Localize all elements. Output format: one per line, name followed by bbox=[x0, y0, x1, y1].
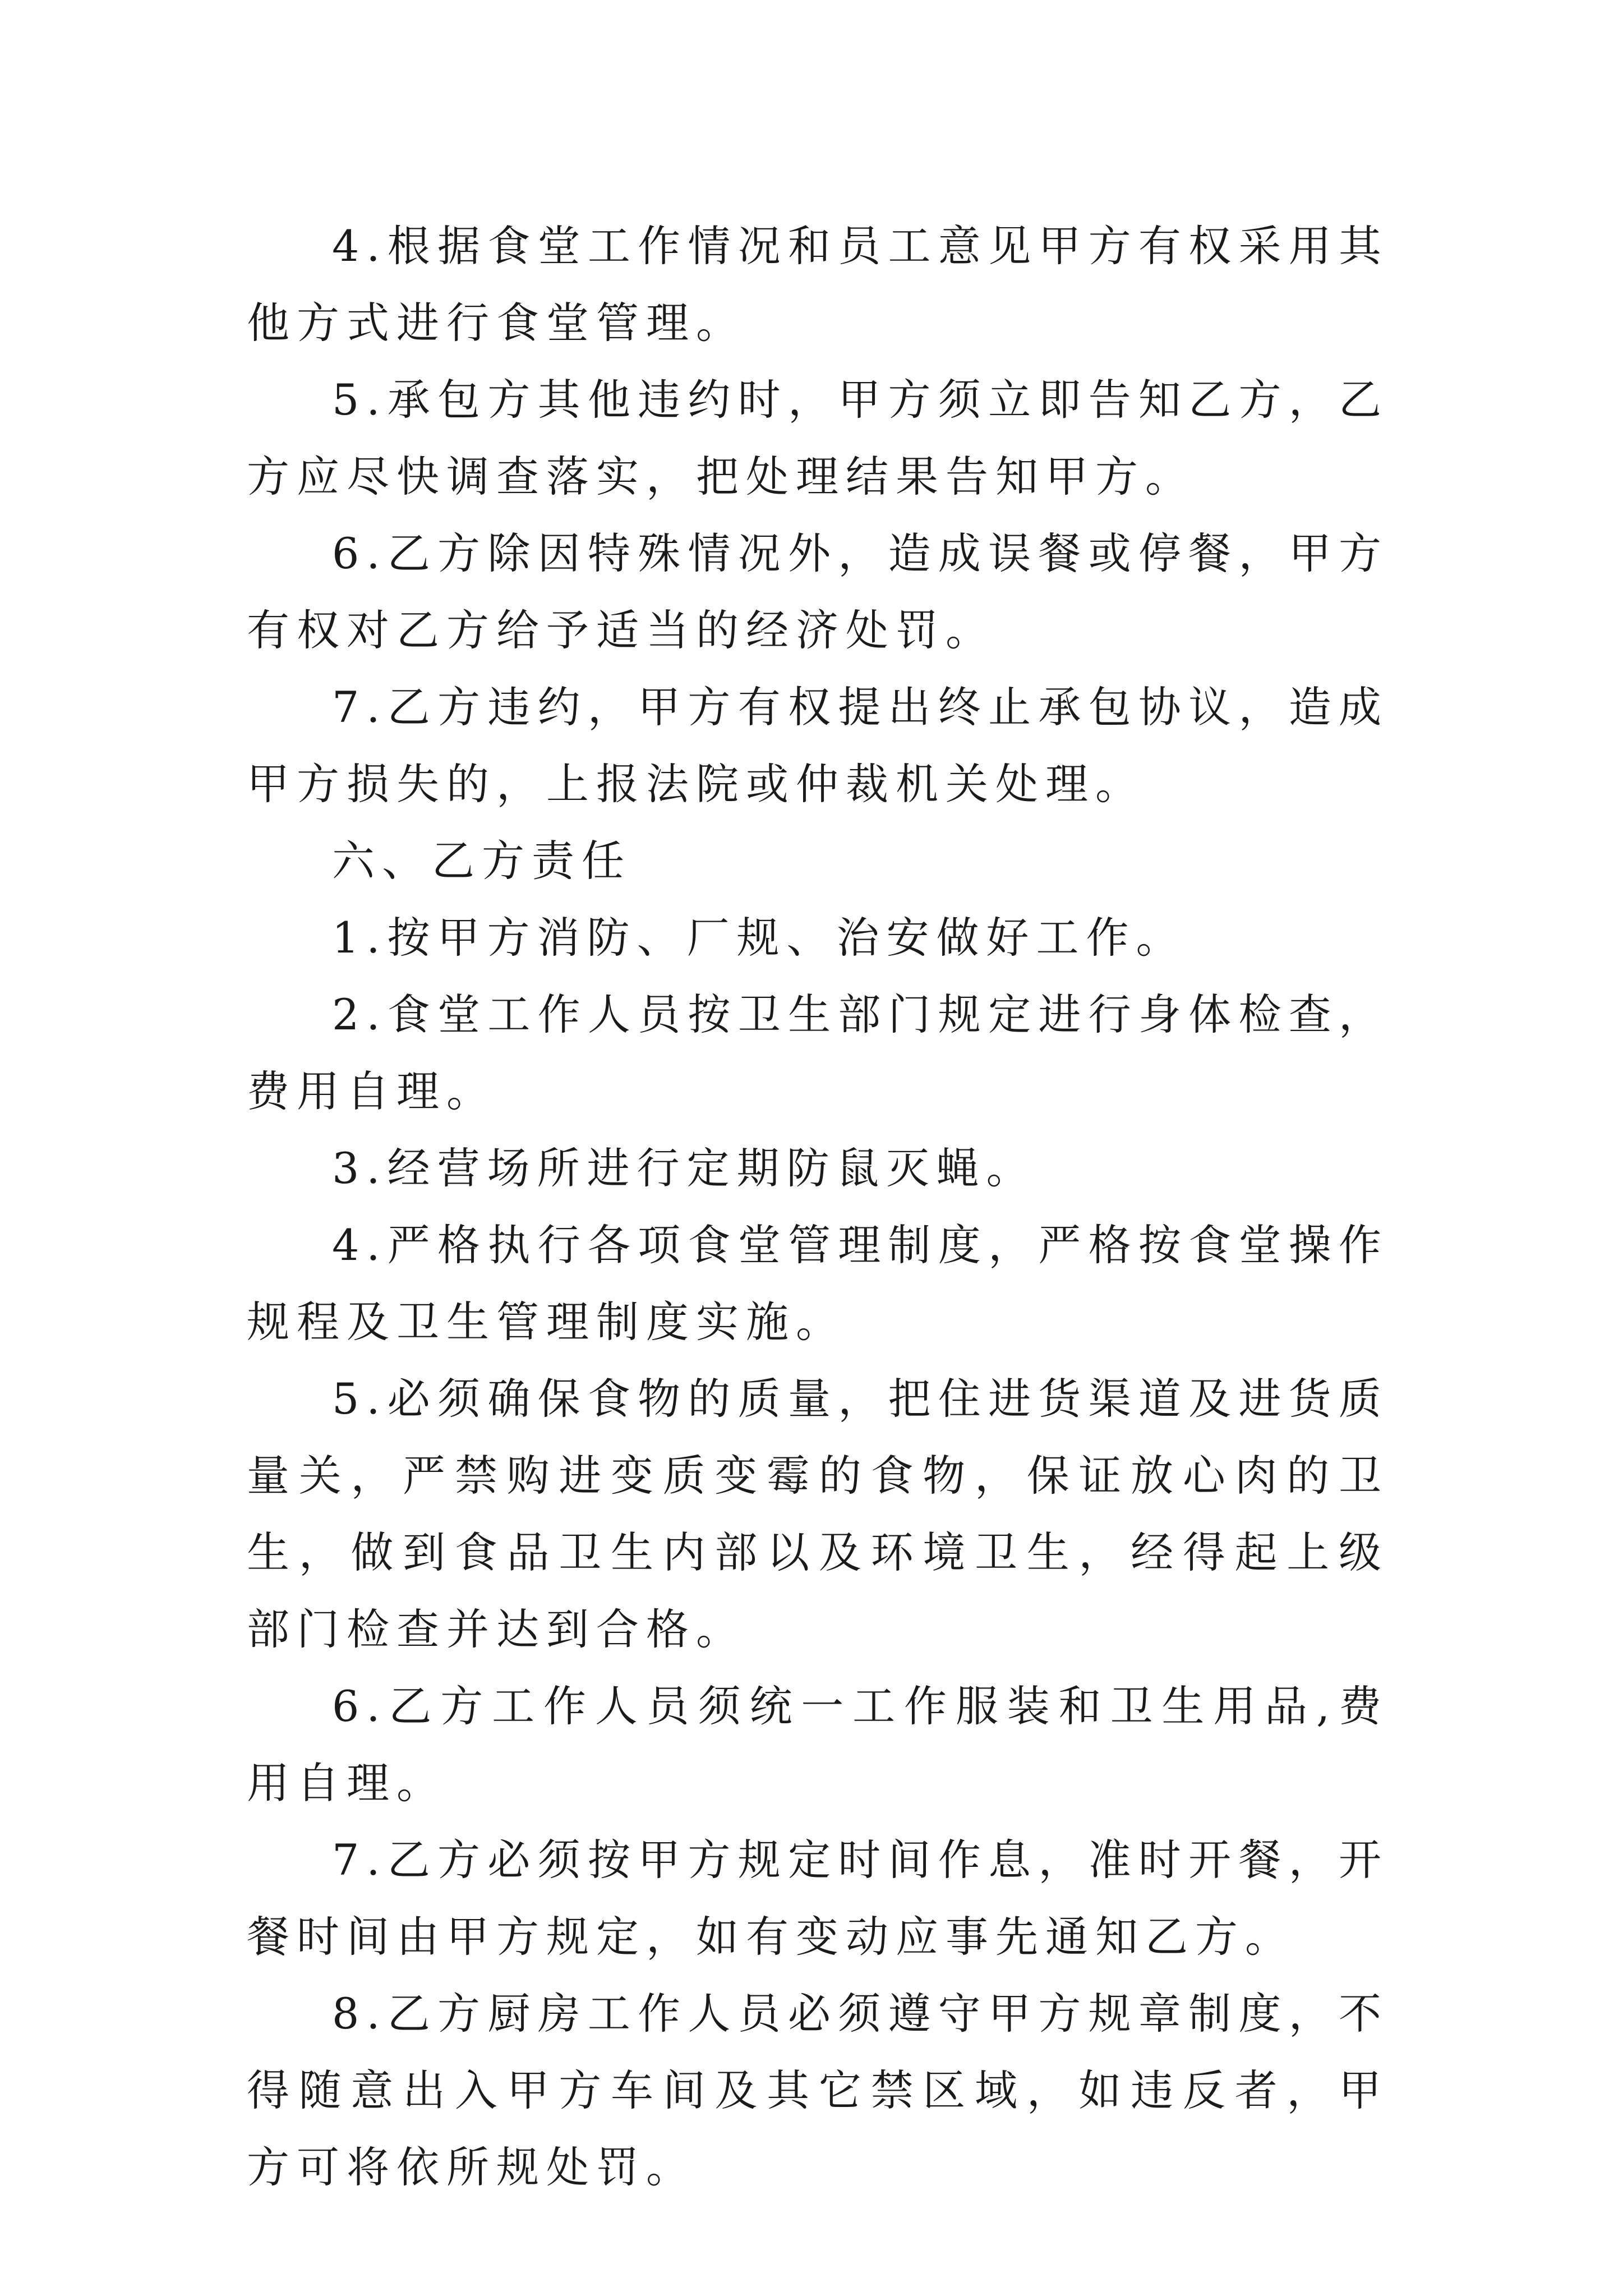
paragraph-item-4: 4.根据食堂工作情况和员工意见甲方有权采用其他方式进行食堂管理。 bbox=[247, 221, 1389, 348]
responsibility-item-2: 2.食堂工作人员按卫生部门规定进行身体检查，费用自理。 bbox=[247, 990, 1389, 1116]
responsibility-item-6: 6.乙方工作人员须统一工作服装和卫生用品,费用自理。 bbox=[247, 1681, 1389, 1808]
paragraph-item-6: 6.乙方除因特殊情况外，造成误餐或停餐，甲方有权对乙方给予适当的经济处罚。 bbox=[247, 528, 1389, 655]
responsibility-item-7: 7.乙方必须按甲方规定时间作息，准时开餐，开餐时间由甲方规定，如有变动应事先通知乙方。 bbox=[247, 1835, 1389, 1962]
responsibility-item-8: 8.乙方厨房工作人员必须遵守甲方规章制度，不得随意出入甲方车间及其它禁区域，如违反者，甲方可将依所规处罚。 bbox=[247, 1989, 1389, 2192]
section-heading-party-b-responsibility: 六、乙方责任 bbox=[332, 836, 631, 886]
responsibility-item-3: 3.经营场所进行定期防鼠灭蝇。 bbox=[332, 1143, 1036, 1193]
document-body bbox=[247, 208, 1389, 2206]
responsibility-item-5: 5.必须确保食物的质量，把住进货渠道及进货质量关，严禁购进变质变霉的食物，保证放心肉的卫生，做到食品卫生内部以及环境卫生，经得起上级部门检查并达到合格。 bbox=[247, 1374, 1389, 1654]
paragraph-item-7: 7.乙方违约，甲方有权提出终止承包协议，造成甲方损失的，上报法院或仲裁机关处理。 bbox=[247, 682, 1389, 809]
paragraph-item-5: 5.承包方其他违约时，甲方须立即告知乙方，乙方应尽快调查落实，把处理结果告知甲方。 bbox=[247, 375, 1389, 501]
responsibility-item-1: 1.按甲方消防、厂规、治安做好工作。 bbox=[332, 913, 1186, 963]
responsibility-item-4: 4.严格执行各项食堂管理制度，严格按食堂操作规程及卫生管理制度实施。 bbox=[247, 1220, 1389, 1347]
